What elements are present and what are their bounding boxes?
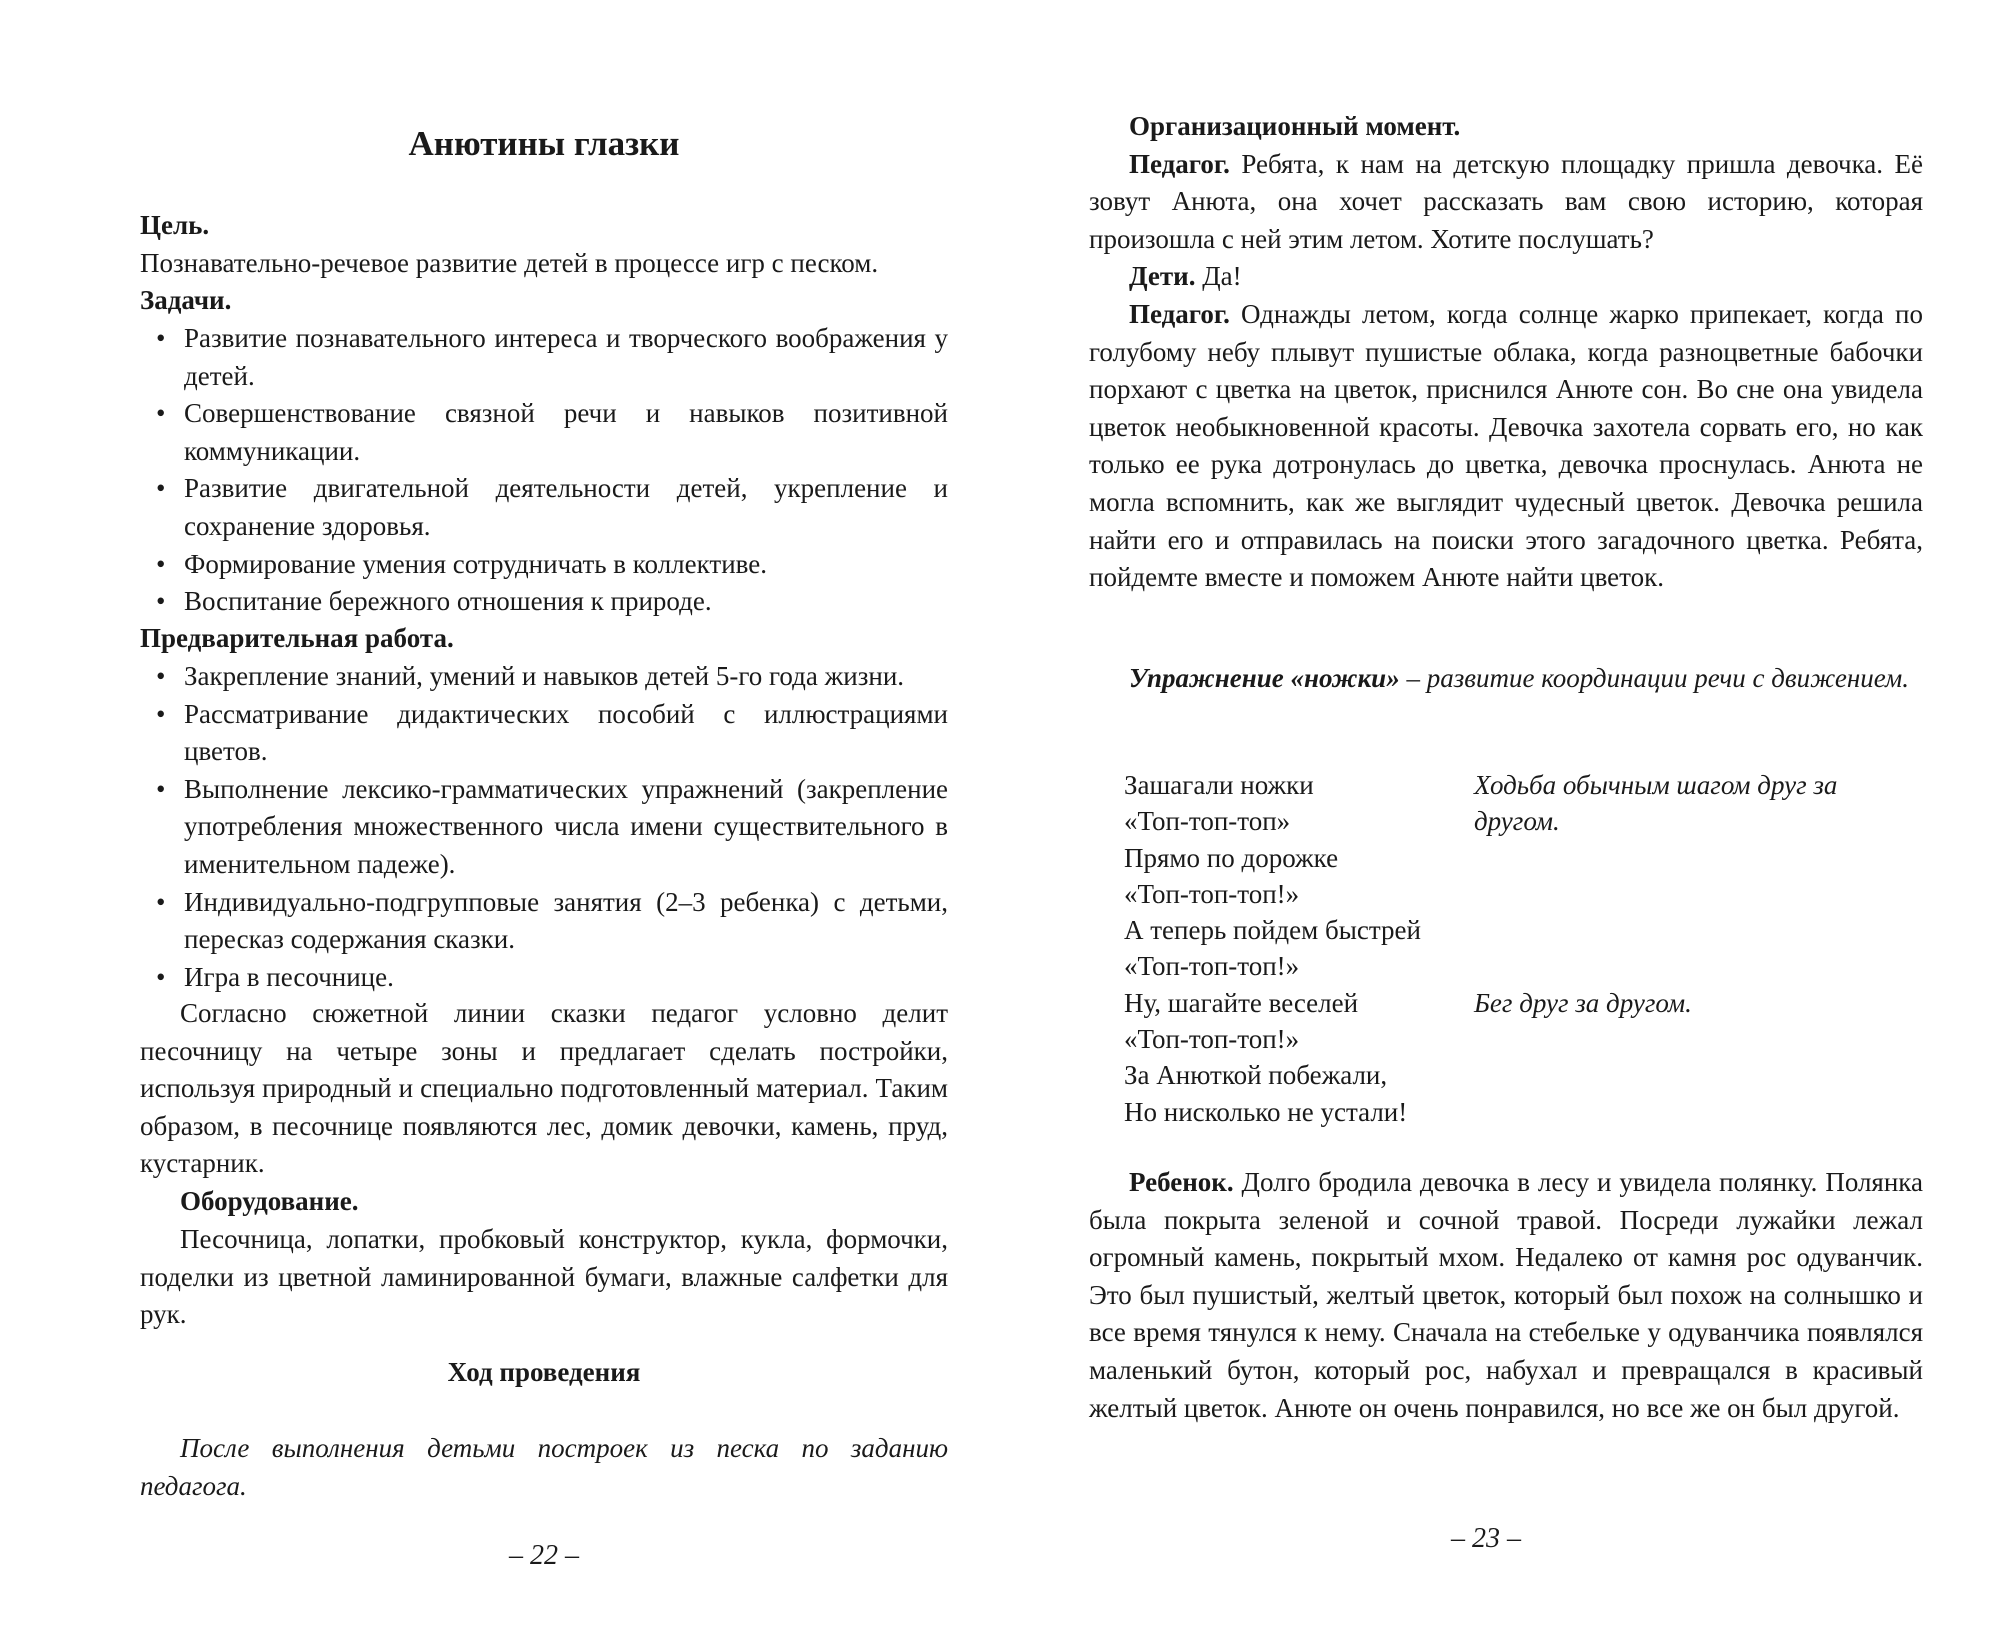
teacher-speech: Однажды летом, когда солнце жарко припекает, когда по голубому небу плывут пушистые облака, когда разноцветные бабочки порхают с цветка на цветок, приснился Анюте сон. Во сне она увидела цветок необыкновенной красоты. Девочка захотела сорвать его, но как только ее рука дотронулась до цветка, девочка проснулась. Анюта не могла вспомнить, как же выглядит чудесный цветок. Девочка решила найти его и отправилась на поиски этого загадочного цветка. Ребята, пойдемте вместе и поможем Анюте найти цветок. (1089, 298, 1923, 593)
list-item: • Выполнение лексико-грамматических упражнений (закрепление употребления множественного числа имени существительного в именительном падеже). (140, 771, 948, 884)
poem-row (1124, 912, 1923, 948)
tasks-heading: Задачи. (140, 285, 232, 316)
list-item: • Формирование умения сотрудничать в коллективе. (140, 546, 948, 584)
child-label: Ребенок. (1129, 1167, 1234, 1197)
children-paragraph (1089, 258, 1923, 296)
poem-row (1124, 948, 1923, 984)
exercise-paragraph (1089, 660, 1923, 698)
list-item: • Совершенствование связной речи и навыков позитивной коммуникации. (140, 395, 948, 470)
list-item: • Развитие двигательной деятельности детей, укрепление и сохранение здоровья. (140, 470, 948, 545)
sandbox-paragraph: Согласно сюжетной линии сказки педагог условно делит песочницу на четыре зоны и предлагает сделать постройки, используя природный и специально подготовленный материал. Таким образом, в песочнице появляются лес, домик девочки, камень, пруд, кустарник. (140, 998, 948, 1179)
poem-block (1089, 767, 1923, 1130)
poem-row (1124, 876, 1923, 912)
procedure-note: После выполнения детьми построек из песка по заданию педагога. (140, 1433, 948, 1501)
poem-line: А теперь пойдем быстрей (1124, 915, 1421, 946)
exercise-description: – развитие координации речи с движением. (1399, 663, 1910, 693)
poem-line: «Топ-топ-топ!» (1124, 1024, 1300, 1055)
poem-row (1124, 1094, 1923, 1130)
goal-heading: Цель. (140, 210, 210, 240)
poem-line: Ну, шагайте веселей (1124, 987, 1359, 1018)
poem-row (1124, 1021, 1923, 1057)
poem-line: «Топ-топ-топ!» (1124, 878, 1300, 909)
goal-section (140, 207, 948, 320)
teacher-paragraph-2 (1089, 296, 1923, 597)
right-page (1089, 0, 1923, 1641)
page-title: Анютины глазки (408, 124, 680, 163)
goal-text: Познавательно-речевое развитие детей в процессе игр с песком. (140, 247, 879, 278)
left-page (140, 0, 948, 1641)
list-item: • Игра в песочнице. (140, 959, 948, 997)
page-number: – 23 – (1451, 1523, 1521, 1554)
list-item: • Индивидуально-подгрупповые занятия (2–3 ребенка) с детьми, пересказ содержания сказки. (140, 884, 948, 959)
child-speech: Долго бродила девочка в лесу и увидела полянку. Полянка была покрыта зеленой и сочной травой. Посреди лужайки лежал огромный камень, покрытый мхом. Недалеко от камня рос одуванчик. Это был пушистый, желтый цветок, который был похож на солнышко и все время тянулся к нему. Сначала на стебельке у одуванчика появлялся маленький бутон, который рос, набухал и превращался в красивый желтый цветок. Анюте он очень понравился, но все же он был другой. (1089, 1167, 1923, 1423)
child-paragraph (1089, 1164, 1923, 1427)
exercise-title: Упражнение «ножки» (1129, 663, 1400, 693)
teacher-speech: Ребята, к нам на детскую площадку пришла девочка. Её зовут Анюта, она хочет рассказать вам свою историю, которая произошла с ней этим летом. Хотите послушать? (1089, 148, 1924, 254)
children-speech: Да! (1202, 261, 1242, 292)
poem-line: За Анюткой побежали, (1124, 1060, 1388, 1091)
poem-line: Но нисколько не устали! (1124, 1096, 1408, 1127)
poem-line: «Топ-топ-топ» (1124, 806, 1291, 837)
poem-row (1124, 840, 1923, 876)
list-item: • Рассматривание дидактических пособий с иллюстрациями цветов. (140, 696, 948, 771)
teacher-label: Педагог. (1129, 148, 1230, 179)
intro-section (1089, 108, 1923, 597)
movement-run-note: Бег друг за другом. (1474, 987, 1692, 1018)
poem-line: Зашагали ножки (1124, 770, 1314, 800)
children-label: Дети. (1129, 261, 1196, 292)
movement-walk-note: Ходьба обычным шагом друг за другом. (1474, 770, 1838, 837)
equipment-text: Песочница, лопатки, пробковый конструктор, кукла, формочки, поделки из цветной ламинированной бумаги, влажные салфетки для рук. (140, 1224, 948, 1330)
poem-line: Прямо по дорожке (1124, 842, 1339, 873)
list-item: • Развитие познавательного интереса и творческого воображения у детей. (140, 320, 948, 395)
prep-heading: Предварительная работа. (140, 623, 454, 653)
teacher-paragraph-1 (1089, 146, 1923, 259)
procedure-heading: Ход проведения (447, 1357, 641, 1387)
poem-line: «Топ-топ-топ!» (1124, 951, 1300, 982)
teacher-label: Педагог. (1129, 298, 1230, 329)
tasks-list (140, 320, 948, 621)
list-item: • Воспитание бережного отношения к природе. (140, 583, 948, 621)
poem-movement-note (1474, 767, 1923, 837)
poem-row (1124, 1057, 1923, 1093)
org-heading: Организационный момент. (1129, 111, 1461, 141)
list-item: • Закрепление знаний, умений и навыков детей 5-го года жизни. (140, 658, 948, 696)
poem-row (1124, 985, 1923, 1021)
prep-list (140, 658, 948, 996)
page-number: – 22 – (509, 1540, 579, 1571)
equipment-heading: Оборудование. (180, 1186, 359, 1216)
